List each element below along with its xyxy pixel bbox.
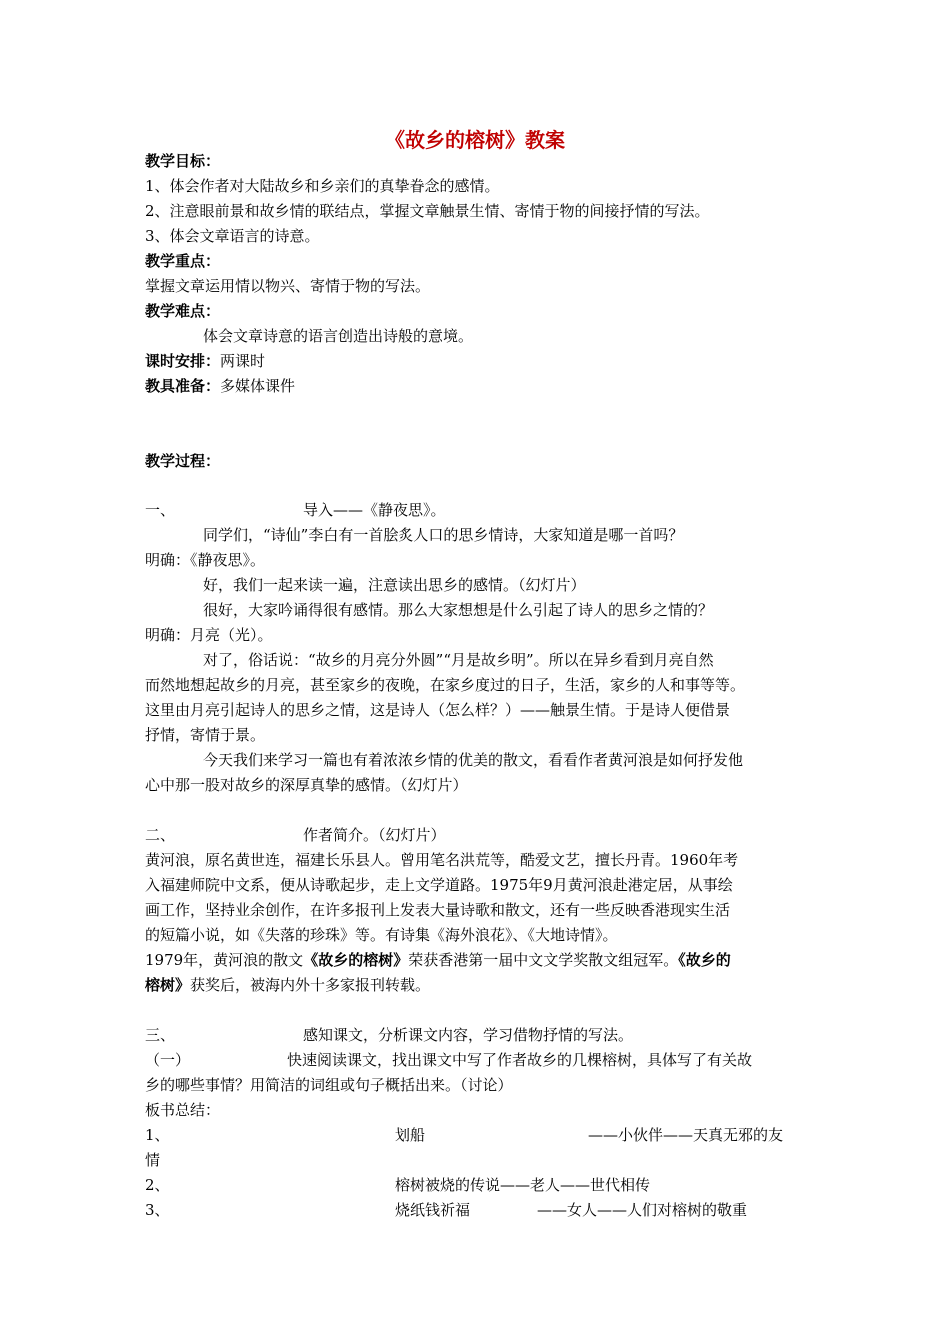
board-heading: 板书总结： [145,1101,221,1119]
goal-item: 2、注意眼前景和故乡情的联结点，掌握文章触景生情、寄情于物的间接抒情的写法。 [145,202,710,220]
section-title: 感知课文，分析课文内容，学习借物抒情的写法。 [303,1026,634,1044]
paragraph: 明确：月亮（光）。 [145,626,273,644]
bold-title: 《故乡的 [678,951,731,969]
board-row-number: 3、 [145,1201,170,1219]
subsection-text: 快速阅读课文，找出课文中写了作者故乡的几棵榕树，具体写了有关故 [287,1051,753,1069]
paragraph: 入福建师院中文系，便从诗歌起步，走上文学道路。1975年9月黄河浪赴港定居，从事绘 [145,876,733,894]
paragraph: 黄河浪，原名黄世连，福建长乐县人。曾用笔名洪荒等，酷爱文艺，擅长丹青。1960年考 [145,851,739,869]
paragraph: 对了，俗话说：“故乡的月亮分外圆”“月是故乡明”。所以在异乡看到月亮自然 [203,651,714,669]
paragraph: 画工作，坚持业余创作，在许多报刊上发表大量诗歌和散文，还有一些反映香港现实生活 [145,901,731,919]
schedule-line [145,351,810,371]
difficulty-heading: 教学难点： [145,302,221,320]
text-span: 1979年，黄河浪的散文 [145,951,304,969]
board-row-event: 划船 [395,1126,426,1144]
tools-value: 多媒体课件 [220,377,296,395]
paragraph: 很好，大家吟诵得很有感情。那么大家想想是什么引起了诗人的思乡之情的？ [203,601,714,619]
board-row-number: 2、 [145,1176,170,1194]
text-span: 获奖后，被海内外十多家报刊转载。 [190,976,431,994]
section-1-heading [145,500,810,520]
key-text: 掌握文章运用情以物兴、寄情于物的写法。 [145,277,431,295]
tools-label: 教具准备： [145,377,221,395]
paragraph: 明确：《静夜思》。 [145,551,266,569]
board-row-meaning: ——小伙伴——天真无邪的友 [588,1126,784,1144]
goals-heading: 教学目标： [145,152,221,170]
paragraph: 而然地想起故乡的月亮，甚至家乡的夜晚，在家乡度过的日子，生活，家乡的人和事等等。 [145,676,746,694]
subsection-number: （一） [145,1051,191,1069]
paragraph: 心中那一股对故乡的深厚真挚的感情。（幻灯片） [145,776,468,794]
board-row-event: 烧纸钱祈福 [395,1201,471,1219]
bold-title: 榕树》 [145,976,191,994]
paragraph [145,975,810,995]
paragraph: 乡的哪些事情？用简洁的词组或句子概括出来。（讨论） [145,1076,513,1094]
key-heading: 教学重点： [145,252,221,270]
tools-line [145,376,810,396]
section-2-heading [145,825,810,845]
goal-item: 1、体会作者对大陆故乡和乡亲们的真挚眷念的感情。 [145,177,500,195]
section-number: 二、 [145,826,176,844]
section-title: 导入——《静夜思》。 [303,501,446,519]
paragraph [145,950,810,970]
process-heading: 教学过程： [145,452,221,470]
document-title: 《故乡的榕树》教案 [385,128,565,152]
board-row-continuation: 情 [145,1151,161,1169]
board-row [145,1125,810,1145]
paragraph: 好，我们一起来读一遍，注意读出思乡的感情。（幻灯片） [203,576,586,594]
section-number: 三、 [145,1026,176,1044]
bold-title: 《故乡的榕树》 [303,951,409,969]
section-3-heading [145,1025,810,1045]
section-number: 一、 [145,501,176,519]
goal-item: 3、体会文章语言的诗意。 [145,227,320,245]
subsection-line [145,1050,810,1070]
difficulty-text: 体会文章诗意的语言创造出诗般的意境。 [203,327,474,345]
paragraph: 今天我们来学习一篇也有着浓浓乡情的优美的散文，看看作者黄河浪是如何抒发他 [203,751,744,769]
schedule-label: 课时安排： [145,352,221,370]
board-row [145,1200,810,1220]
schedule-value: 两课时 [220,352,266,370]
board-row-event: 榕树被烧的传说——老人——世代相传 [395,1176,651,1194]
board-row-number: 1、 [145,1126,170,1144]
paragraph: 的短篇小说，如《失落的珍珠》等。有诗集《海外浪花》、《大地诗情》。 [145,926,618,944]
board-row [145,1175,810,1195]
section-title: 作者简介。（幻灯片） [303,826,446,844]
paragraph: 这里由月亮引起诗人的思乡之情，这是诗人（怎么样？）——触景生情。于是诗人便借景 [145,701,731,719]
text-span: 荣获香港第一届中文文学奖散文组冠军。 [408,951,679,969]
paragraph: 抒情，寄情于景。 [145,726,266,744]
paragraph: 同学们，“诗仙”李白有一首脍炙人口的思乡情诗，大家知道是哪一首吗？ [203,526,684,544]
board-row-meaning: ——女人——人们对榕树的敬重 [537,1201,748,1219]
